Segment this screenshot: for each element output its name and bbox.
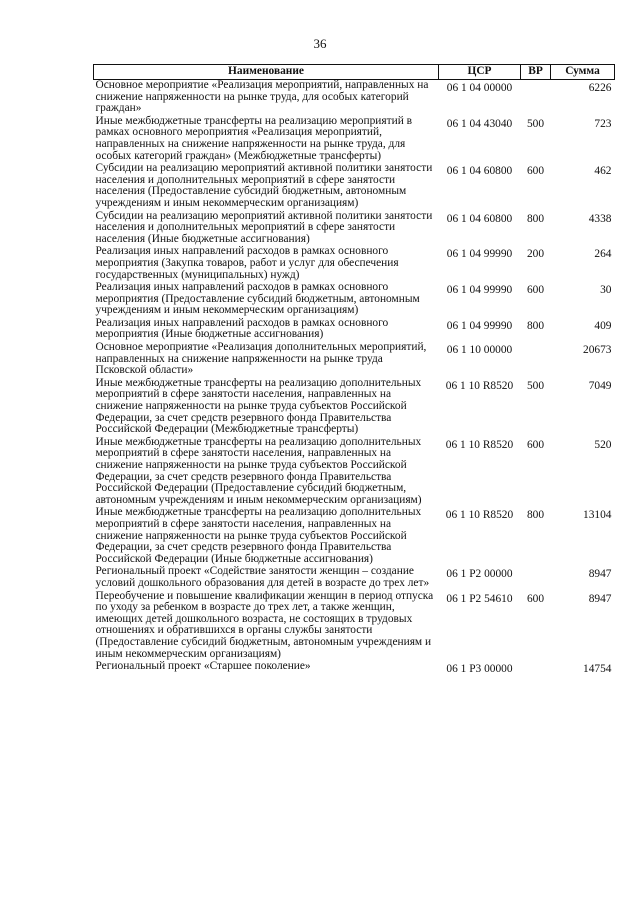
table-row <box>94 163 615 210</box>
row-sum: 723 <box>594 117 612 130</box>
row-csr: 06 1 04 99990 <box>446 284 513 297</box>
row-sum: 8947 <box>588 568 612 581</box>
table-row <box>94 437 615 508</box>
row-name: Иные межбюджетные трансферты на реализацию дополнительных мероприятий в сфере занятости населения, направленных на снижение напряженности на рынке труда субъектов Российской Федерации, за счет средств резервного фонда Правительства Российской Федерации (Предоставление субсидий бюджетным, автономным учреждениям и иным некоммерческим организациям) <box>95 435 422 506</box>
row-sum: 409 <box>594 319 612 332</box>
row-csr: 06 1 10 00000 <box>446 344 513 357</box>
table-row <box>94 211 615 247</box>
row-name: Реализация иных направлений расходов в рамках основного мероприятия (Иные бюджетные ассигнования) <box>95 316 389 341</box>
table-row <box>94 80 615 116</box>
row-name: Субсидии на реализацию мероприятий активной политики занятости населения и дополнительных мероприятий в сфере занятости населения (Предоставление субсидий бюджетным, автономным учреждениям и иным некоммерческим организациям) <box>95 162 433 209</box>
row-name: Основное мероприятие «Реализация мероприятий, направленных на снижение напряженности на рынке труда, для особых категорий граждан» <box>95 79 429 115</box>
row-vr <box>521 661 551 677</box>
row-sum: 462 <box>594 165 612 178</box>
row-sum: 8947 <box>588 592 612 605</box>
row-name: Иные межбюджетные трансферты на реализацию мероприятий в рамках основного мероприятия «Реализация мероприятий, направленных на снижение напряженности на рынке труда, для особых категорий граждан» (Межбюджетные трансферты) <box>95 114 413 162</box>
row-sum: 6226 <box>588 82 612 94</box>
row-vr: 600 <box>526 438 545 451</box>
row-vr <box>521 566 551 590</box>
row-csr: 06 1 10 R8520 <box>445 438 514 451</box>
table-row <box>94 282 615 318</box>
table-row <box>94 507 615 566</box>
row-vr <box>521 80 551 116</box>
row-vr: 800 <box>526 319 545 332</box>
row-vr: 500 <box>526 117 545 130</box>
table-row <box>94 661 615 677</box>
row-name: Реализация иных направлений расходов в рамках основного мероприятия (Предоставление субсидий бюджетным, автономным учреждениям и иным некоммерческим организациям) <box>95 281 420 317</box>
row-vr: 200 <box>526 248 545 261</box>
row-csr: 06 1 04 60800 <box>446 212 513 225</box>
row-sum: 14754 <box>583 663 612 676</box>
row-vr: 800 <box>526 212 545 225</box>
row-name: Переобучение и повышение квалификации женщин в период отпуска по уходу за ребенком в возрасте до трех лет, а также женщин, имеющих детей дошкольного возраста, не состоящих в трудовых отношениях и обратившихся в органы службы занятости (Предоставление субсидий бюджетным, автономным учреждениям и иным некоммерческим организациям) <box>95 589 434 660</box>
row-csr: 06 1 P3 00000 <box>446 663 513 676</box>
budget-table <box>93 64 615 677</box>
table-row <box>94 566 615 590</box>
row-csr: 06 1 04 99990 <box>446 319 513 332</box>
row-name: Иные межбюджетные трансферты на реализацию дополнительных мероприятий в сфере занятости населения, направленных на снижение напряженности на рынке труда субъектов Российской Федерации, за счет средств резервного фонда Правительства Российской Федерации (Иные бюджетные ассигнования) <box>95 506 422 565</box>
row-name: Иные межбюджетные трансферты на реализацию дополнительных мероприятий в сфере занятости населения, направленных на снижение напряженности на рынке труда субъектов Российской Федерации, за счет средств резервного фонда Правительства Российской Федерации (Межбюджетные трансферты) <box>95 376 422 436</box>
row-csr: 06 1 P2 00000 <box>446 568 513 581</box>
row-csr: 06 1 04 43040 <box>446 117 513 130</box>
row-csr: 06 1 04 99990 <box>446 248 513 261</box>
row-name: Основное мероприятие «Реализация дополнительных мероприятий, направленных на снижение напряженности на рынке труда Псковской области» <box>95 341 427 377</box>
column-header-name: Наименование <box>94 65 439 80</box>
row-vr: 600 <box>526 284 545 297</box>
row-name: Субсидии на реализацию мероприятий активной политики занятости населения и дополнительных мероприятий в сфере занятости населения (Иные бюджетные ассигнования) <box>95 209 433 245</box>
row-sum: 20673 <box>583 344 612 357</box>
row-vr: 800 <box>526 509 545 522</box>
column-header-csr: ЦСР <box>439 65 521 80</box>
row-name: Региональный проект «Содействие занятости женщин – создание условий дошкольного образования для детей в возрасте до трех лет» <box>95 565 430 589</box>
table-row <box>94 116 615 163</box>
row-sum: 7049 <box>588 379 612 392</box>
table-row <box>94 246 615 282</box>
row-sum: 520 <box>594 438 612 451</box>
row-vr: 600 <box>526 592 545 605</box>
table-row <box>94 591 615 662</box>
row-sum: 30 <box>600 284 612 297</box>
table-header-row <box>94 65 615 80</box>
row-vr: 600 <box>526 165 545 178</box>
row-sum: 13104 <box>583 509 612 522</box>
page-number: 36 <box>313 36 327 51</box>
column-header-sum: Сумма <box>551 65 615 80</box>
row-vr <box>521 342 551 378</box>
row-sum: 4338 <box>588 212 612 225</box>
row-sum: 264 <box>594 248 612 261</box>
table-row <box>94 318 615 342</box>
row-csr: 06 1 10 R8520 <box>445 379 514 392</box>
row-csr: 06 1 04 60800 <box>446 165 513 178</box>
column-header-vr: ВР <box>521 65 551 80</box>
table-row <box>94 342 615 378</box>
row-name: Региональный проект «Старшее поколение» <box>95 660 311 673</box>
row-vr: 500 <box>526 379 545 392</box>
row-csr: 06 1 10 R8520 <box>445 509 514 522</box>
row-csr: 06 1 P2 54610 <box>446 592 513 605</box>
row-csr: 06 1 04 00000 <box>446 82 513 94</box>
row-name: Реализация иных направлений расходов в рамках основного мероприятия (Закупка товаров, работ и услуг для обеспечения государственных (муниципальных) нужд) <box>95 245 399 281</box>
table-row <box>94 378 615 437</box>
